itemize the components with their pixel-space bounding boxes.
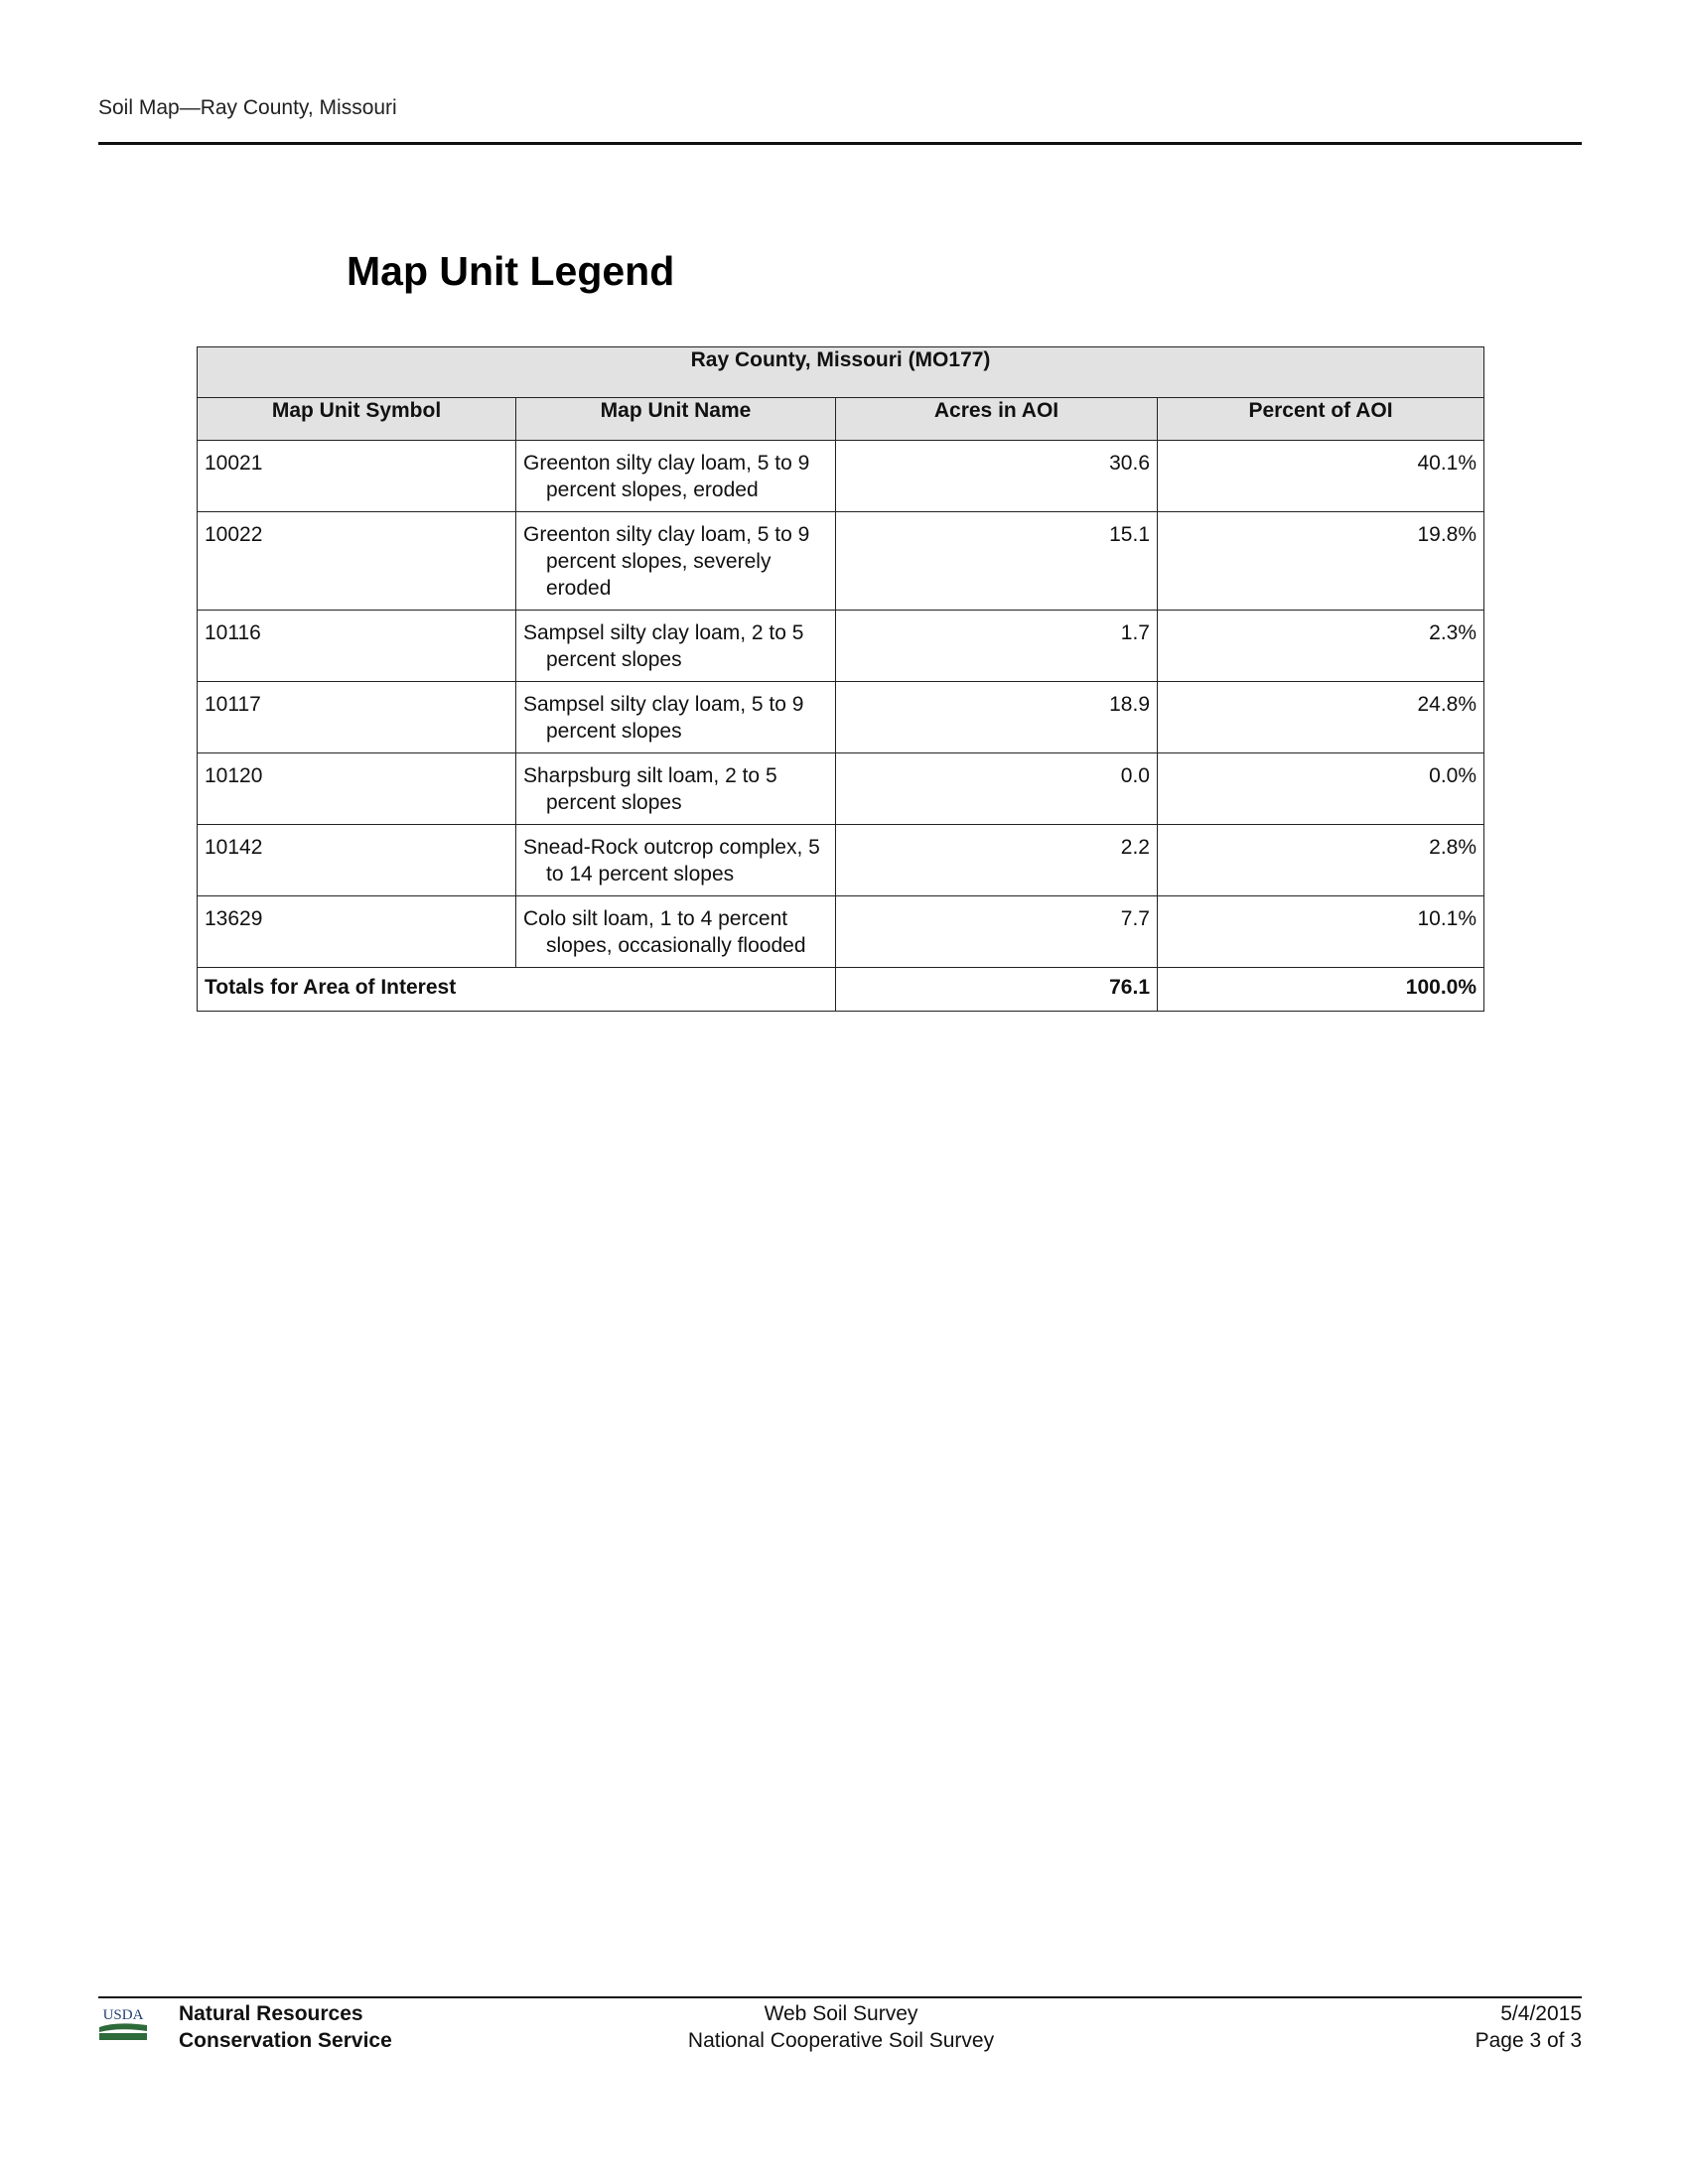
column-header-name: Map Unit Name — [516, 398, 836, 441]
map-unit-name-cell — [516, 611, 836, 682]
percent-of-aoi: 19.8% — [1158, 512, 1484, 611]
percent-of-aoi: 0.0% — [1158, 753, 1484, 825]
usda-logo-text: USDA — [102, 2007, 144, 2023]
map-unit-name-cell — [516, 682, 836, 753]
map-unit-symbol: 13629 — [198, 896, 516, 968]
total-acres: 76.1 — [836, 968, 1158, 1012]
survey-area-row — [198, 347, 1484, 398]
map-unit-name: Greenton silty clay loam, 5 to 9 percent slopes, eroded — [523, 452, 810, 501]
map-unit-name: Sampsel silty clay loam, 5 to 9 percent slopes — [523, 693, 804, 743]
column-header-symbol: Map Unit Symbol — [198, 398, 516, 441]
table-row — [198, 611, 1484, 682]
column-header-percent: Percent of AOI — [1158, 398, 1484, 441]
map-unit-name-cell — [516, 441, 836, 512]
header-rule — [98, 142, 1582, 145]
table-row — [198, 753, 1484, 825]
column-header-acres: Acres in AOI — [836, 398, 1158, 441]
footer-right — [1476, 2000, 1582, 2054]
table-row — [198, 441, 1484, 512]
map-unit-name: Snead-Rock outcrop complex, 5 to 14 percent slopes — [523, 836, 820, 886]
acres-in-aoi: 0.0 — [836, 753, 1158, 825]
usda-logo — [98, 2005, 148, 2041]
running-header: Soil Map—Ray County, Missouri — [98, 96, 397, 119]
page-title: Map Unit Legend — [347, 248, 675, 294]
map-unit-name: Colo silt loam, 1 to 4 percent slopes, occasionally flooded — [523, 907, 806, 957]
acres-in-aoi: 7.7 — [836, 896, 1158, 968]
total-percent: 100.0% — [1158, 968, 1484, 1012]
table-row — [198, 896, 1484, 968]
map-unit-name: Sharpsburg silt loam, 2 to 5 percent slopes — [523, 764, 777, 814]
acres-in-aoi: 30.6 — [836, 441, 1158, 512]
percent-of-aoi: 10.1% — [1158, 896, 1484, 968]
footer-date: 5/4/2015 — [1500, 2002, 1582, 2025]
survey-area-header: Ray County, Missouri (MO177) — [198, 347, 1484, 398]
map-unit-name-cell — [516, 512, 836, 611]
acres-in-aoi: 2.2 — [836, 825, 1158, 896]
acres-in-aoi: 15.1 — [836, 512, 1158, 611]
map-unit-legend-table — [197, 346, 1484, 1012]
map-unit-symbol: 10120 — [198, 753, 516, 825]
percent-of-aoi: 2.3% — [1158, 611, 1484, 682]
map-unit-symbol: 10117 — [198, 682, 516, 753]
map-unit-name-cell — [516, 896, 836, 968]
totals-row — [198, 968, 1484, 1012]
agency-line-1: Natural Resources — [179, 2002, 363, 2025]
map-unit-name-cell — [516, 753, 836, 825]
table-row — [198, 682, 1484, 753]
map-unit-name: Greenton silty clay loam, 5 to 9 percent slopes, severely eroded — [523, 523, 810, 600]
table-row — [198, 512, 1484, 611]
column-header-row — [198, 398, 1484, 441]
footer-source: Web Soil Survey — [764, 2002, 918, 2025]
table-row — [198, 825, 1484, 896]
acres-in-aoi: 18.9 — [836, 682, 1158, 753]
map-unit-symbol: 10142 — [198, 825, 516, 896]
page-number: Page 3 of 3 — [1475, 2029, 1582, 2052]
agency-name — [179, 2000, 392, 2054]
map-unit-name-cell — [516, 825, 836, 896]
percent-of-aoi: 40.1% — [1158, 441, 1484, 512]
map-unit-name: Sampsel silty clay loam, 2 to 5 percent slopes — [523, 621, 804, 671]
agency-line-2: Conservation Service — [179, 2029, 392, 2052]
map-unit-symbol: 10022 — [198, 512, 516, 611]
totals-label: Totals for Area of Interest — [198, 968, 836, 1012]
percent-of-aoi: 2.8% — [1158, 825, 1484, 896]
footer-survey: National Cooperative Soil Survey — [687, 2029, 995, 2052]
map-unit-symbol: 10021 — [198, 441, 516, 512]
acres-in-aoi: 1.7 — [836, 611, 1158, 682]
footer-rule — [98, 1996, 1582, 1998]
percent-of-aoi: 24.8% — [1158, 682, 1484, 753]
map-unit-symbol: 10116 — [198, 611, 516, 682]
footer-center — [543, 2000, 1139, 2054]
